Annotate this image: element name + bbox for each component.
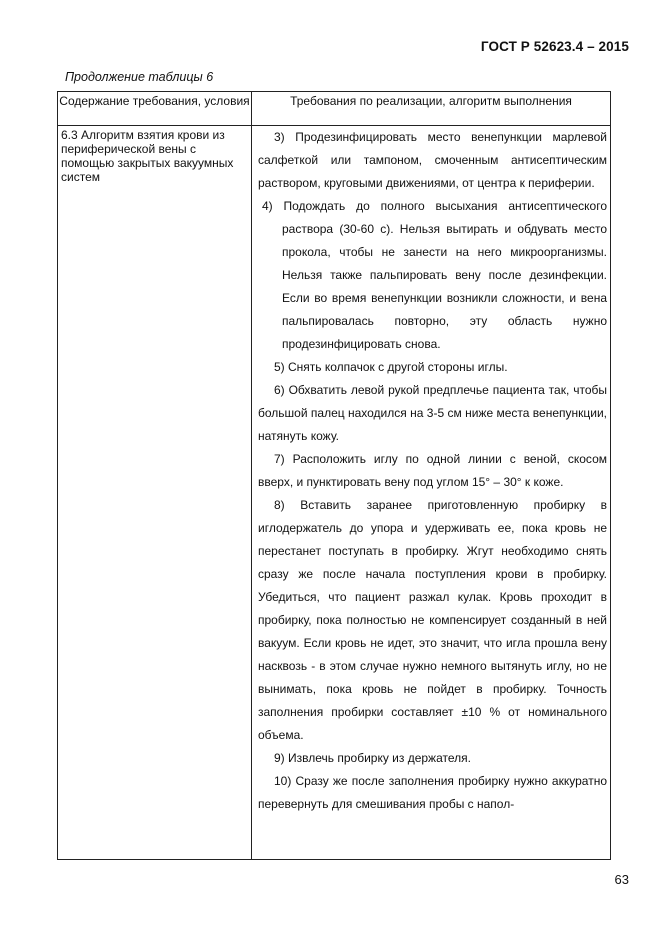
step-4: 4) Подождать до полного высыхания антисептического раствора (30-60 с). Нельзя вытирать и обдувать место прокола, чтобы не занести на него микроорганизмы. Нельзя также пальпировать вену после дезинфекции. Если во время венепункции возникли сложности, и вена пальпировалась повторно, эту область нужно продезинфицировать снова. <box>262 199 607 351</box>
column-divider <box>251 92 252 859</box>
column-header-requirement: Содержание требования, условия <box>59 94 250 108</box>
step-9: 9) Извлечь пробирку из держателя. <box>274 751 471 765</box>
document-id: ГОСТ Р 52623.4 – 2015 <box>480 39 629 54</box>
step-7: 7) Расположить иглу по одной линии с веной, скосом вверх, и пунктировать вену под углом 15° – 30° к коже. <box>258 452 607 489</box>
column-header-algorithm: Требования по реализации, алгоритм выполнения <box>290 94 572 108</box>
step-10: 10) Сразу же после заполнения пробирку нужно аккуратно перевернуть для смешивания пробы с напол- <box>258 774 607 811</box>
algorithm-steps <box>258 126 607 816</box>
page-number: 63 <box>614 872 629 887</box>
step-3: 3) Продезинфицировать место венепункции марлевой салфеткой или тампоном, смоченным антисептическим раствором, круговыми движениями, от центра к периферии. <box>258 130 607 190</box>
row-title: 6.3 Алгоритм взятия крови из периферической вены с помощью закрытых вакуумных систем <box>61 128 234 184</box>
step-6: 6) Обхватить левой рукой предплечье пациента так, чтобы большой палец находился на 3-5 см ниже места венепункции, натянуть кожу. <box>258 383 607 443</box>
step-5: 5) Снять колпачок с другой стороны иглы. <box>274 360 508 374</box>
requirements-table <box>57 91 611 860</box>
step-8: 8) Вставить заранее приготовленную пробирку в иглодержатель до упора и удерживать ее, пока кровь не перестанет поступать в пробирку. Жгут необходимо снять сразу же после начала поступления крови в пробирку. Убедиться, что пациент разжал кулак. Кровь проходит в пробирку, пока полностью не компенсирует созданный в ней вакуум. Если кровь не идет, это значит, что игла прошла вену насквозь - в этом случае нужно немного вытянуть иглу, но не вынимать, пока кровь не пойдет в пробирку. Точность заполнения пробирки составляет ±10 % от номинального объема. <box>258 498 607 742</box>
table-caption: Продолжение таблицы 6 <box>65 70 214 84</box>
